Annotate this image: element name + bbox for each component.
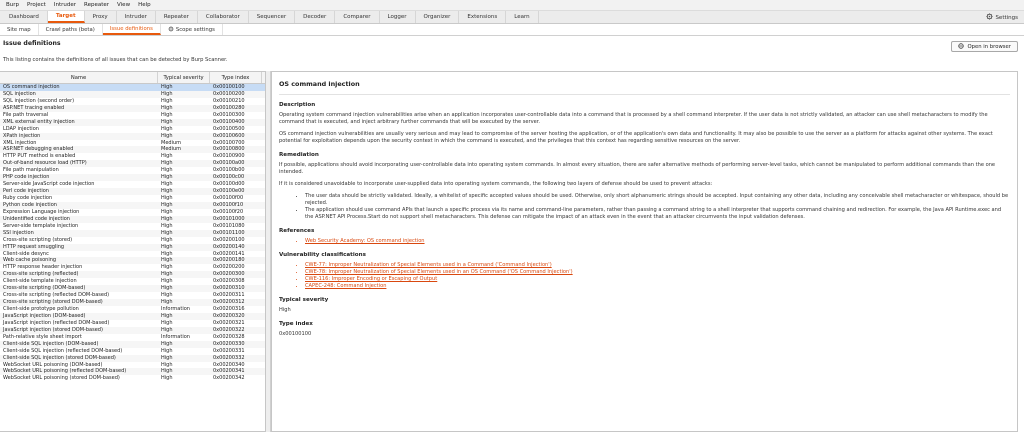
issue-name-cell: Cross-site scripting (reflected DOM-based)	[3, 292, 110, 299]
issue-severity-cell: High	[161, 271, 173, 278]
issue-type-index-cell: 0x00100f10	[213, 201, 244, 208]
issue-severity-cell: High	[161, 97, 173, 104]
table-row[interactable]	[0, 355, 265, 362]
issue-severity-cell: High	[161, 319, 173, 326]
subtab-issue-definitions[interactable]	[103, 24, 161, 35]
issue-name-cell: Server-side JavaScript code injection	[3, 181, 95, 188]
issue-type-index-cell: 0x00200331	[213, 347, 245, 354]
issue-name-cell: JavaScript injection (DOM-based)	[3, 312, 86, 319]
menu-item-help[interactable]: Help	[138, 2, 151, 8]
tab-intruder[interactable]: Intruder	[117, 11, 156, 23]
table-row[interactable]	[0, 320, 265, 327]
issue-type-index-cell: 0x00200328	[213, 333, 245, 340]
remediation-paragraph-1: If possible, applications should avoid incorporating user-controllable data into operating system commands. In almost every situation, there are safer alternative methods of performing server-level tasks, which cannot be manipulated to perform additional commands than the one intended.	[279, 162, 996, 175]
table-row[interactable]	[0, 98, 265, 105]
page-description: This listing contains the definitions of all issues that can be detected by Burp Scanner.	[3, 57, 228, 63]
table-row[interactable]	[0, 216, 265, 223]
issue-type-index-cell: 0x00200322	[213, 326, 245, 333]
issue-severity-cell: High	[161, 264, 173, 271]
issue-severity-cell: High	[161, 292, 173, 299]
issue-severity-cell: Information	[161, 333, 190, 340]
issue-severity-cell: High	[161, 132, 173, 139]
issue-type-index-cell: 0x00200330	[213, 340, 245, 347]
tab-proxy[interactable]: Proxy	[85, 11, 117, 23]
issue-severity-cell: High	[161, 312, 173, 319]
globe-icon	[958, 43, 964, 51]
issue-severity-cell: High	[161, 84, 173, 90]
table-row[interactable]	[0, 209, 265, 216]
issue-name-cell: WebSocket URL poisoning (reflected DOM-based)	[3, 368, 127, 375]
issue-type-index-cell: 0x00100f20	[213, 208, 244, 215]
issue-type-index-cell: 0x00200340	[213, 361, 245, 368]
issue-name-cell: Perl code injection	[3, 188, 49, 195]
issue-type-index-cell: 0x00100600	[213, 132, 245, 139]
issue-name-cell: Client-side SQL injection (stored DOM-based)	[3, 354, 116, 361]
issue-type-index-cell: 0x00200321	[213, 319, 245, 326]
subtab-crawl-paths-beta[interactable]	[39, 24, 103, 35]
issue-name-cell: Expression Language injection	[3, 208, 80, 215]
issue-severity-cell: High	[161, 153, 173, 160]
tab-comparer[interactable]: Comparer	[335, 11, 379, 23]
issue-severity-cell: High	[161, 347, 173, 354]
issue-type-index-cell: 0x00200310	[213, 285, 245, 292]
issue-severity-cell: High	[161, 201, 173, 208]
issue-type-index-cell: 0x00100280	[213, 104, 245, 111]
issue-name-cell: JavaScript injection (stored DOM-based)	[3, 326, 103, 333]
issue-severity-cell: High	[161, 118, 173, 125]
issue-severity-cell: High	[161, 250, 173, 257]
classification-link[interactable]: • CWE-78: Improper Neutralization of Special Elements used in an OS Command ('OS Command Injection')	[305, 269, 1010, 276]
issue-name-cell: XML injection	[3, 139, 37, 146]
open-in-browser-button[interactable]	[951, 41, 1018, 52]
table-row[interactable]	[0, 264, 265, 271]
issue-name-cell: LDAP injection	[3, 125, 39, 132]
main-tab-bar	[0, 11, 1024, 24]
tab-learn[interactable]: Learn	[506, 11, 538, 23]
column-header-name[interactable]: Name	[0, 72, 158, 83]
issue-list-header	[0, 72, 265, 84]
type-index-heading: Type index	[279, 321, 313, 327]
table-row[interactable]	[0, 306, 265, 313]
table-row[interactable]	[0, 251, 265, 258]
issue-severity-cell: High	[161, 104, 173, 111]
issue-type-index-cell: 0x00200332	[213, 354, 245, 361]
menu-item-repeater[interactable]: Repeater	[84, 2, 110, 8]
issue-name-cell: PHP code injection	[3, 174, 50, 181]
table-row[interactable]	[0, 257, 265, 264]
issue-detail-panel	[271, 71, 1018, 432]
table-row[interactable]	[0, 153, 265, 160]
reference-link[interactable]: • Web Security Academy: OS command injection	[305, 238, 1010, 245]
issue-name-cell: Server-side template injection	[3, 222, 79, 229]
issue-name-cell: Unidentified code injection	[3, 215, 70, 222]
issue-severity-cell: High	[161, 111, 173, 118]
menu-bar	[0, 0, 1024, 11]
issue-severity-cell: High	[161, 229, 173, 236]
issue-severity-cell: High	[161, 285, 173, 292]
issue-severity-cell: High	[161, 188, 173, 195]
issue-name-cell: WebSocket URL poisoning (stored DOM-based)	[3, 375, 120, 382]
table-row[interactable]	[0, 230, 265, 237]
table-row[interactable]	[0, 105, 265, 112]
issue-name-cell: SSI injection	[3, 229, 34, 236]
issue-name-cell: SQL injection	[3, 90, 36, 97]
issue-severity-cell: High	[161, 368, 173, 375]
issue-type-index-cell: 0x00200312	[213, 299, 245, 306]
table-row[interactable]	[0, 334, 265, 341]
table-row[interactable]	[0, 299, 265, 306]
issue-type-index-cell: 0x00101080	[213, 222, 245, 229]
subtab-scope-settings[interactable]	[161, 24, 223, 35]
issue-list-panel	[0, 71, 266, 432]
issue-severity-cell: High	[161, 354, 173, 361]
table-row[interactable]	[0, 362, 265, 369]
issue-severity-cell: High	[161, 257, 173, 264]
table-row[interactable]	[0, 237, 265, 244]
description-heading: Description	[279, 102, 316, 108]
open-in-browser-label: Open in browser	[967, 43, 1011, 50]
issue-type-index-cell: 0x00200342	[213, 375, 245, 382]
classification-link[interactable]: • CWE-116: Improper Encoding or Escaping of Output	[305, 276, 1010, 283]
issue-name-cell: Python code injection	[3, 201, 57, 208]
tab-extensions[interactable]: Extensions	[459, 11, 506, 23]
issue-type-index-cell: 0x00100210	[213, 97, 245, 104]
issue-name-cell: Client-side prototype pollution	[3, 306, 79, 312]
classifications-heading: Vulnerability classifications	[279, 252, 366, 258]
table-row[interactable]	[0, 195, 265, 202]
issue-name-cell: Ruby code injection	[3, 195, 53, 201]
classifications-list	[279, 262, 1010, 290]
issue-severity-cell: High	[161, 375, 173, 382]
issue-severity-cell: High	[161, 361, 173, 368]
references-heading: References	[279, 228, 315, 234]
issue-name-cell: Client-side desync	[3, 250, 49, 257]
issue-severity-cell: High	[161, 236, 173, 243]
menu-item-burp[interactable]: Burp	[6, 2, 20, 8]
tab-decoder[interactable]: Decoder	[295, 11, 335, 23]
table-row[interactable]	[0, 146, 265, 153]
table-row[interactable]	[0, 126, 265, 133]
table-row[interactable]	[0, 167, 265, 174]
page-title: Issue definitions	[3, 40, 61, 47]
issue-name-cell: ASP.NET tracing enabled	[3, 104, 65, 111]
issue-type-index-cell: 0x00200200	[213, 264, 245, 271]
issue-type-index-cell: 0x00100300	[213, 111, 245, 118]
issue-name-cell: Client-side SQL injection (reflected DOM-based)	[3, 347, 123, 354]
settings-button[interactable]	[986, 13, 1018, 22]
table-row[interactable]	[0, 119, 265, 126]
issue-name-cell: Path-relative style sheet import	[3, 333, 82, 340]
issue-severity-cell: High	[161, 195, 173, 201]
gear-icon	[168, 26, 174, 34]
issue-type-index-cell: 0x00100800	[213, 146, 245, 153]
issue-name-cell: Cross-site scripting (reflected)	[3, 271, 79, 278]
issue-severity-cell: High	[161, 215, 173, 222]
issue-severity-cell: High	[161, 160, 173, 167]
tab-target[interactable]: Target	[48, 11, 85, 23]
issue-name-cell: SQL injection (second order)	[3, 97, 75, 104]
issue-type-index-cell: 0x00200311	[213, 292, 245, 299]
issue-type-index-cell: 0x00100d00	[213, 181, 245, 188]
table-row[interactable]	[0, 84, 265, 91]
issue-severity-cell: Information	[161, 306, 190, 312]
references-list	[279, 238, 1010, 245]
remediation-bullet: • The user data should be strictly validated. Ideally, a whitelist of specific accepted values should be used. Otherwise, only short alphanumeric strings should be accepted. Input containing any other data, including any conceivable shell metacharacter or whitespace, should be rejected.	[305, 193, 1010, 207]
issue-list-body	[0, 84, 265, 382]
issue-type-index-cell: 0x00200180	[213, 257, 245, 264]
table-row[interactable]	[0, 244, 265, 251]
tab-organizer[interactable]: Organizer	[416, 11, 460, 23]
subtab-label: Site map	[7, 26, 31, 33]
issue-name-cell: Client-side template injection	[3, 278, 77, 285]
issue-severity-cell: High	[161, 174, 173, 181]
subtab-label: Crawl paths (beta)	[45, 26, 95, 33]
remediation-bullet: • The application should use command APIs that launch a specific process via its name and command-line parameters, rather than passing a command string to a shell interpreter that supports command chaining and redirection. For example, the Java API Runtime.exec and the ASP.NET API Process.Start do not support shell metacharacters. This defense can mitigate the impact of an attack even in the event that an attacker circumvents the input validation defenses.	[305, 207, 1010, 221]
issue-name-cell: XPath injection	[3, 132, 41, 139]
type-index-value: 0x00100100	[279, 331, 312, 337]
issue-type-index-cell: 0x00200316	[213, 306, 245, 312]
issue-type-index-cell: 0x00101100	[213, 229, 245, 236]
tab-repeater[interactable]: Repeater	[156, 11, 198, 23]
issue-type-index-cell: 0x00100a00	[213, 160, 245, 167]
table-row[interactable]	[0, 313, 265, 320]
remediation-heading: Remediation	[279, 152, 319, 158]
table-row[interactable]	[0, 292, 265, 299]
issue-severity-cell: Medium	[161, 139, 181, 146]
issue-name-cell: Cross-site scripting (stored DOM-based)	[3, 299, 103, 306]
gear-icon	[986, 13, 993, 22]
issue-type-index-cell: 0x00100500	[213, 125, 245, 132]
issue-name-cell: JavaScript injection (reflected DOM-based)	[3, 319, 110, 326]
table-row[interactable]	[0, 223, 265, 230]
tab-collaborator[interactable]: Collaborator	[198, 11, 249, 23]
table-row[interactable]	[0, 140, 265, 147]
issue-name-cell: HTTP request smuggling	[3, 243, 65, 250]
table-row[interactable]	[0, 285, 265, 292]
issue-severity-cell: High	[161, 181, 173, 188]
table-row[interactable]	[0, 327, 265, 334]
table-row[interactable]	[0, 341, 265, 348]
issue-severity-cell: High	[161, 340, 173, 347]
issue-name-cell: Cross-site scripting (DOM-based)	[3, 285, 86, 292]
issue-severity-cell: High	[161, 208, 173, 215]
issue-type-index-cell: 0x00100900	[213, 153, 245, 160]
issue-severity-cell: High	[161, 299, 173, 306]
remediation-paragraph-2: If it is considered unavoidable to incorporate user-supplied data into operating system commands, the following two layers of defense should be used to prevent attacks:	[279, 181, 713, 187]
table-row[interactable]	[0, 174, 265, 181]
settings-label: Settings	[995, 14, 1018, 21]
table-row[interactable]	[0, 348, 265, 355]
subtab-label: Scope settings	[175, 26, 215, 33]
menu-item-project[interactable]: Project	[27, 2, 46, 8]
issue-severity-cell: High	[161, 243, 173, 250]
table-row[interactable]	[0, 91, 265, 98]
tab-dashboard[interactable]: Dashboard	[1, 11, 48, 23]
issue-name-cell: ASP.NET debugging enabled	[3, 146, 74, 153]
issue-name-cell: HTTP PUT method is enabled	[3, 153, 76, 160]
tab-sequencer[interactable]: Sequencer	[249, 11, 295, 23]
issue-type-index-cell: 0x00200341	[213, 368, 245, 375]
column-header-severity[interactable]: Typical severity	[158, 72, 210, 83]
issue-type-index-cell: 0x00200320	[213, 312, 245, 319]
issue-severity-cell: Medium	[161, 146, 181, 153]
issue-type-index-cell: 0x00200100	[213, 236, 245, 243]
classification-link[interactable]: • CWE-77: Improper Neutralization of Special Elements used in a Command ('Command Injection')	[305, 262, 1010, 269]
classification-link[interactable]: • CAPEC-248: Command Injection	[305, 283, 1010, 290]
tab-logger[interactable]: Logger	[380, 11, 416, 23]
issue-name-cell: HTTP response header injection	[3, 264, 83, 271]
issue-severity-cell: High	[161, 167, 173, 174]
issue-name-cell: Client-side SQL injection (DOM-based)	[3, 340, 99, 347]
table-row[interactable]	[0, 271, 265, 278]
sub-tab-bar	[0, 24, 1024, 36]
table-row[interactable]	[0, 375, 265, 382]
issue-severity-cell: High	[161, 90, 173, 97]
severity-value: High	[279, 307, 291, 313]
issue-name-cell: File path manipulation	[3, 167, 59, 174]
issue-type-index-cell: 0x00200300	[213, 271, 245, 278]
issue-severity-cell: High	[161, 222, 173, 229]
description-paragraph-2: OS command injection vulnerabilities are usually very serious and may lead to compromise of the server hosting the application, or of the application's own data and functionality. It may also be possible to use the server as a platform for attacks against other systems. The exact potential for exploitation depends upon the security context in which the command is executed, and the privileges that this context has regarding sensitive resources on the server.	[279, 131, 993, 144]
table-row[interactable]	[0, 112, 265, 119]
issue-type-index-cell: 0x00101000	[213, 215, 245, 222]
column-header-type-index[interactable]: Type index	[210, 72, 262, 83]
issue-type-index-cell: 0x00200141	[213, 250, 245, 257]
menu-item-view[interactable]: View	[117, 2, 131, 8]
issue-severity-cell: High	[161, 278, 173, 285]
issue-name-cell: OS command injection	[3, 84, 60, 90]
description-paragraph-1: Operating system command injection vulnerabilities arise when an application incorporates user-controllable data into a command that is processed by a shell command interpreter. If the user data is not strictly validated, an attacker can use shell metacharacters to modify the command that is executed, and inject arbitrary further commands that will be executed by the server.	[279, 112, 988, 125]
issue-type-index-cell: 0x00100c00	[213, 174, 245, 181]
remediation-list	[279, 193, 1010, 221]
issue-type-index-cell: 0x00100100	[213, 84, 245, 90]
subtab-site-map[interactable]	[0, 24, 39, 35]
issue-type-index-cell: 0x00100700	[213, 139, 245, 146]
table-row[interactable]	[0, 133, 265, 140]
table-row[interactable]	[0, 188, 265, 195]
issue-type-index-cell: 0x00100b00	[213, 167, 245, 174]
issue-type-index-cell: 0x00200140	[213, 243, 245, 250]
table-row[interactable]	[0, 278, 265, 285]
issue-name-cell: WebSocket URL poisoning (DOM-based)	[3, 361, 103, 368]
table-row[interactable]	[0, 160, 265, 167]
subtab-label: Issue definitions	[109, 25, 153, 32]
table-row[interactable]	[0, 368, 265, 375]
issue-name-cell: Out-of-band resource load (HTTP)	[3, 160, 87, 167]
issue-name-cell: Web cache poisoning	[3, 257, 57, 264]
menu-item-intruder[interactable]: Intruder	[53, 2, 76, 8]
issue-name-cell: XML external entity injection	[3, 118, 75, 125]
issue-type-index-cell: 0x00200308	[213, 278, 245, 285]
severity-heading: Typical severity	[279, 297, 329, 303]
issue-severity-cell: High	[161, 326, 173, 333]
issue-name-cell: File path traversal	[3, 111, 49, 118]
issue-type-index-cell: 0x00100f00	[213, 195, 244, 201]
table-row[interactable]	[0, 181, 265, 188]
issue-severity-cell: High	[161, 125, 173, 132]
issue-type-index-cell: 0x00100200	[213, 90, 245, 97]
table-row[interactable]	[0, 202, 265, 209]
issue-detail-title: OS command injection	[279, 80, 1010, 95]
issue-name-cell: Cross-site scripting (stored)	[3, 236, 73, 243]
issue-type-index-cell: 0x00100e00	[213, 188, 245, 195]
issue-type-index-cell: 0x00100400	[213, 118, 245, 125]
